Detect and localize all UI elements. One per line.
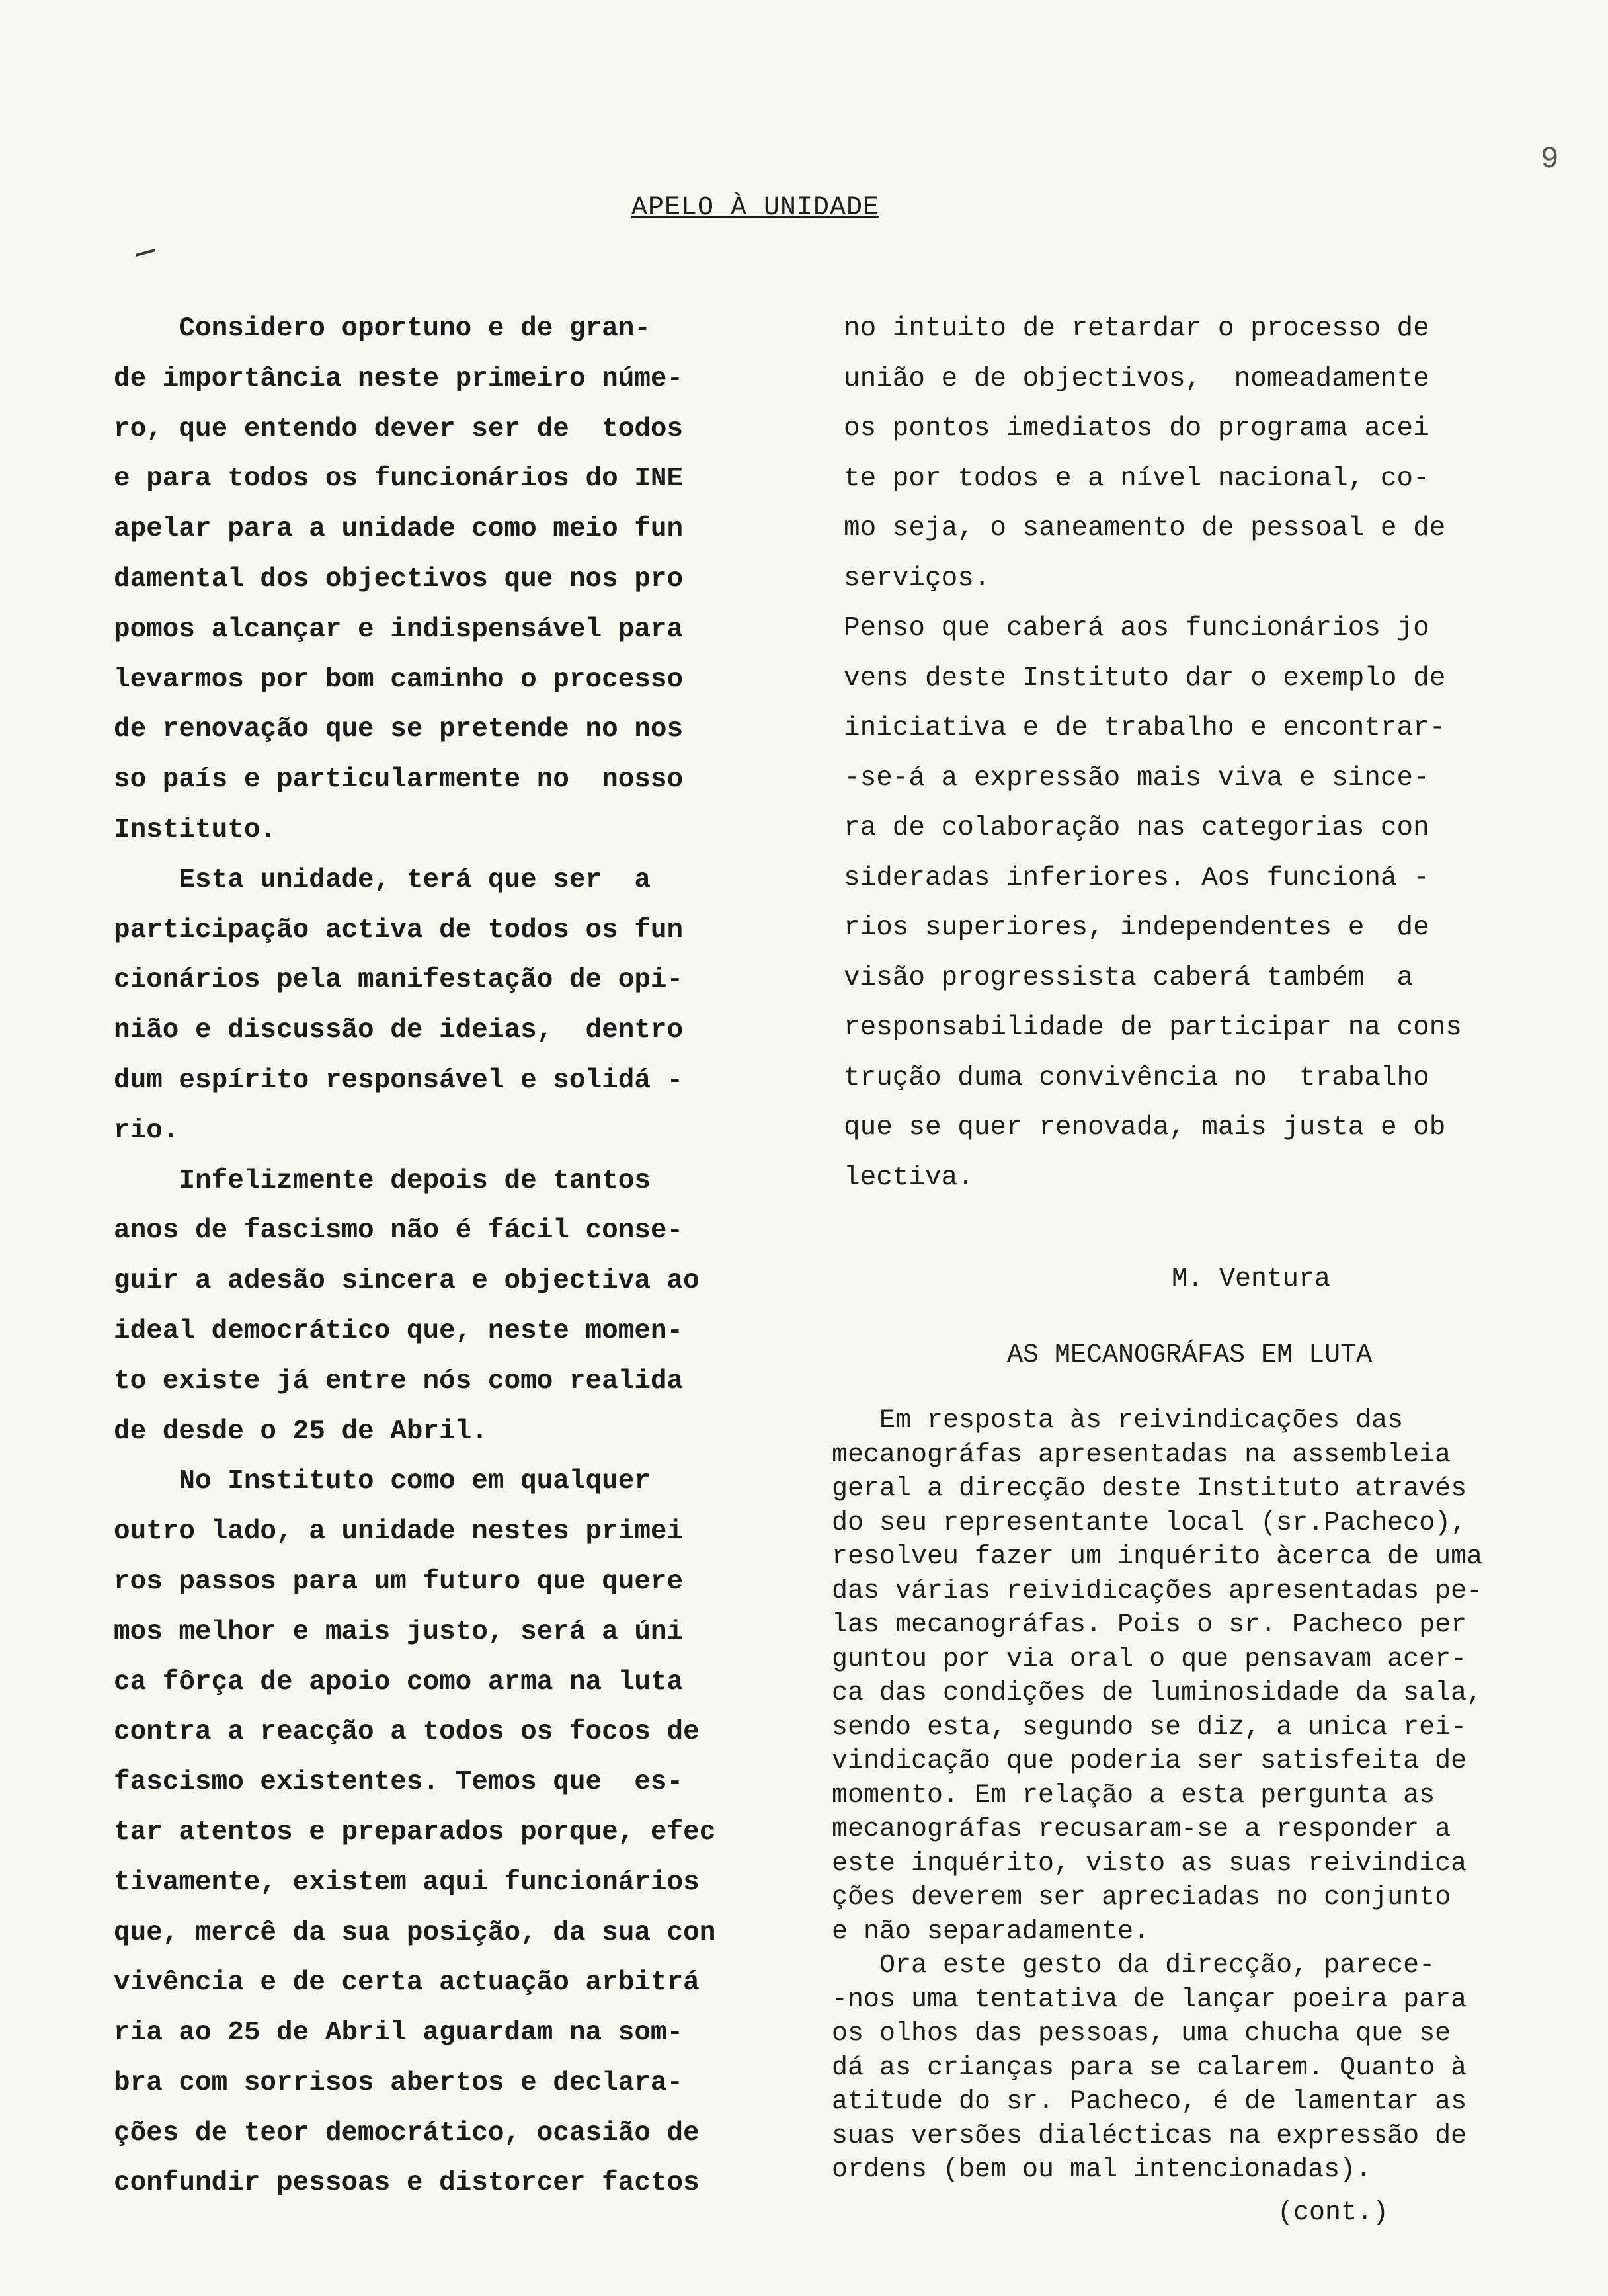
text-line: bra com sorrisos abertos e declara-: [114, 2067, 684, 2098]
text-line: vindicação que poderia ser satisfeita de: [832, 1746, 1467, 1776]
text-line: fascismo existentes. Temos que es-: [114, 1767, 684, 1798]
text-line: guir a adesão sincera e objectiva ao: [114, 1266, 700, 1297]
text-line: to existe já entre nós como realida: [114, 1366, 684, 1397]
text-line: ções de teor democrático, ocasião de: [114, 2117, 700, 2149]
text-line: ra de colaboração nas categorias con: [844, 813, 1429, 843]
stray-mark: [136, 249, 155, 257]
text-line: e não separadamente.: [832, 1916, 1150, 1947]
text-line: que, mercê da sua posição, da sua con: [114, 1917, 716, 1948]
text-line: nião e discussão de ideias, dentro: [114, 1015, 684, 1046]
text-line: ro, que entendo dever ser de todos: [114, 413, 684, 444]
text-line: e para todos os funcionários do INE: [114, 464, 684, 495]
text-line: Em resposta às reivindicações das: [832, 1406, 1404, 1436]
article-left-column: [114, 304, 775, 2209]
text-line: Instituto.: [114, 814, 277, 845]
text-line: ros passos para um futuro que quere: [114, 1566, 684, 1597]
text-line: atitude do sr. Pacheco, é de lamentar as: [832, 2087, 1467, 2117]
text-line: levarmos por bom caminho o processo: [114, 664, 684, 695]
text-line: suas versões dialécticas na expressão de: [832, 2121, 1467, 2151]
text-line: damental dos objectivos que nos pro: [114, 563, 684, 594]
text-line: guntou por via oral o que pensavam acer-: [832, 1644, 1467, 1674]
text-line: dá as crianças para se calarem. Quanto à: [832, 2053, 1467, 2083]
text-line: ca fôrça de apoio como arma na luta: [114, 1666, 684, 1698]
text-line: tar atentos e preparados porque, efec: [114, 1817, 716, 1848]
text-line: sendo esta, segundo se diz, a unica rei-: [832, 1712, 1467, 1742]
text-line: pomos alcançar e indispensável para: [114, 614, 684, 645]
text-line: trução duma convivência no trabalho: [844, 1062, 1429, 1093]
text-line: este inquérito, visto as suas reivindica: [832, 1848, 1467, 1879]
text-line: do seu representante local (sr.Pacheco),: [832, 1508, 1467, 1538]
text-line: so país e particularmente no nosso: [114, 764, 684, 796]
text-line: união e de objectivos, nomeadamente: [844, 363, 1429, 394]
text-line: Penso que caberá aos funcionários jo: [844, 613, 1429, 643]
text-line: vivência e de certa actuação arbitrá: [114, 1967, 700, 1998]
text-line: anos de fascismo não é fácil conse-: [114, 1215, 684, 1247]
text-line: Ora este gesto da direcção, parece-: [832, 1951, 1435, 1981]
text-line: mo seja, o saneamento de pessoal e de: [844, 513, 1446, 544]
continuation-note: (cont.): [1277, 2198, 1389, 2228]
text-line: serviços.: [844, 563, 990, 594]
text-line: Esta unidade, terá que ser a: [114, 864, 651, 895]
text-line: mecanográfas apresentadas na assembleia: [832, 1440, 1451, 1470]
text-line: No Instituto como em qualquer: [114, 1466, 651, 1497]
text-line: ordens (bem ou mal intencionadas).: [832, 2155, 1372, 2185]
second-article-title: AS MECANOGRÁFAS EM LUTA: [1007, 1340, 1373, 1370]
text-line: tivamente, existem aqui funcionários: [114, 1867, 700, 1898]
text-line: apelar para a unidade como meio fun: [114, 514, 684, 545]
text-line: responsabilidade de participar na cons: [844, 1012, 1462, 1043]
text-line: mos melhor e mais justo, será a úni: [114, 1616, 684, 1647]
text-line: te por todos e a nível nacional, co-: [844, 463, 1429, 494]
text-line: contra a reacção a todos os focos de: [114, 1717, 700, 1748]
text-line: no intuito de retardar o processo de: [844, 313, 1429, 344]
text-line: momento. Em relação a esta pergunta as: [832, 1780, 1435, 1811]
text-line: rio.: [114, 1115, 179, 1146]
text-line: iniciativa e de trabalho e encontrar-: [844, 713, 1446, 743]
second-article-body: [832, 1404, 1572, 2188]
text-line: las mecanográfas. Pois o sr. Pacheco per: [832, 1610, 1467, 1640]
text-line: ções deverem ser apreciadas no conjunto: [832, 1883, 1451, 1912]
text-line: mecanográfas recusaram-se a responder a: [832, 1815, 1451, 1844]
text-line: ria ao 25 de Abril aguardam na som-: [114, 2018, 684, 2049]
text-line: confundir pessoas e distorcer factos: [114, 2168, 700, 2199]
text-line: geral a direcção deste Instituto através: [832, 1474, 1467, 1504]
text-line: sideradas inferiores. Aos funcioná -: [844, 862, 1429, 893]
text-line: lectiva.: [844, 1162, 974, 1193]
text-line: de importância neste primeiro núme-: [114, 363, 684, 394]
text-line: outro lado, a unidade nestes primei: [114, 1516, 684, 1547]
text-line: resolveu fazer um inquérito àcerca de uma: [832, 1542, 1483, 1572]
text-line: -se-á a expressão mais viva e since-: [844, 762, 1429, 794]
text-line: Infelizmente depois de tantos: [114, 1165, 651, 1196]
text-line: de desde o 25 de Abril.: [114, 1416, 488, 1447]
text-line: cionários pela manifestação de opi-: [114, 965, 684, 996]
text-line: ideal democrático que, neste momen-: [114, 1315, 684, 1346]
article-title: APELO À UNIDADE: [631, 193, 880, 223]
text-line: -nos uma tentativa de lançar poeira para: [832, 1985, 1467, 2015]
text-line: de renovação que se pretende no nos: [114, 714, 684, 745]
text-line: os olhos das pessoas, uma chucha que se: [832, 2019, 1451, 2049]
page-number: 9: [1541, 142, 1559, 177]
text-line: participação activa de todos os fun: [114, 915, 684, 946]
text-line: ca das condições de luminosidade da sala,: [832, 1678, 1483, 1708]
article-right-column: [844, 304, 1511, 1203]
text-line: dum espírito responsável e solidá -: [114, 1065, 684, 1096]
text-line: Considero oportuno e de gran-: [114, 313, 651, 344]
text-line: visão progressista caberá também a: [844, 962, 1414, 993]
text-line: rios superiores, independentes e de: [844, 913, 1429, 943]
text-line: das várias reividicações apresentadas pe-: [832, 1576, 1483, 1606]
text-line: que se quer renovada, mais justa e ob: [844, 1112, 1446, 1143]
text-line: vens deste Instituto dar o exemplo de: [844, 663, 1446, 694]
text-line: os pontos imediatos do programa acei: [844, 413, 1429, 444]
article-signature: M. Ventura: [1172, 1264, 1331, 1294]
